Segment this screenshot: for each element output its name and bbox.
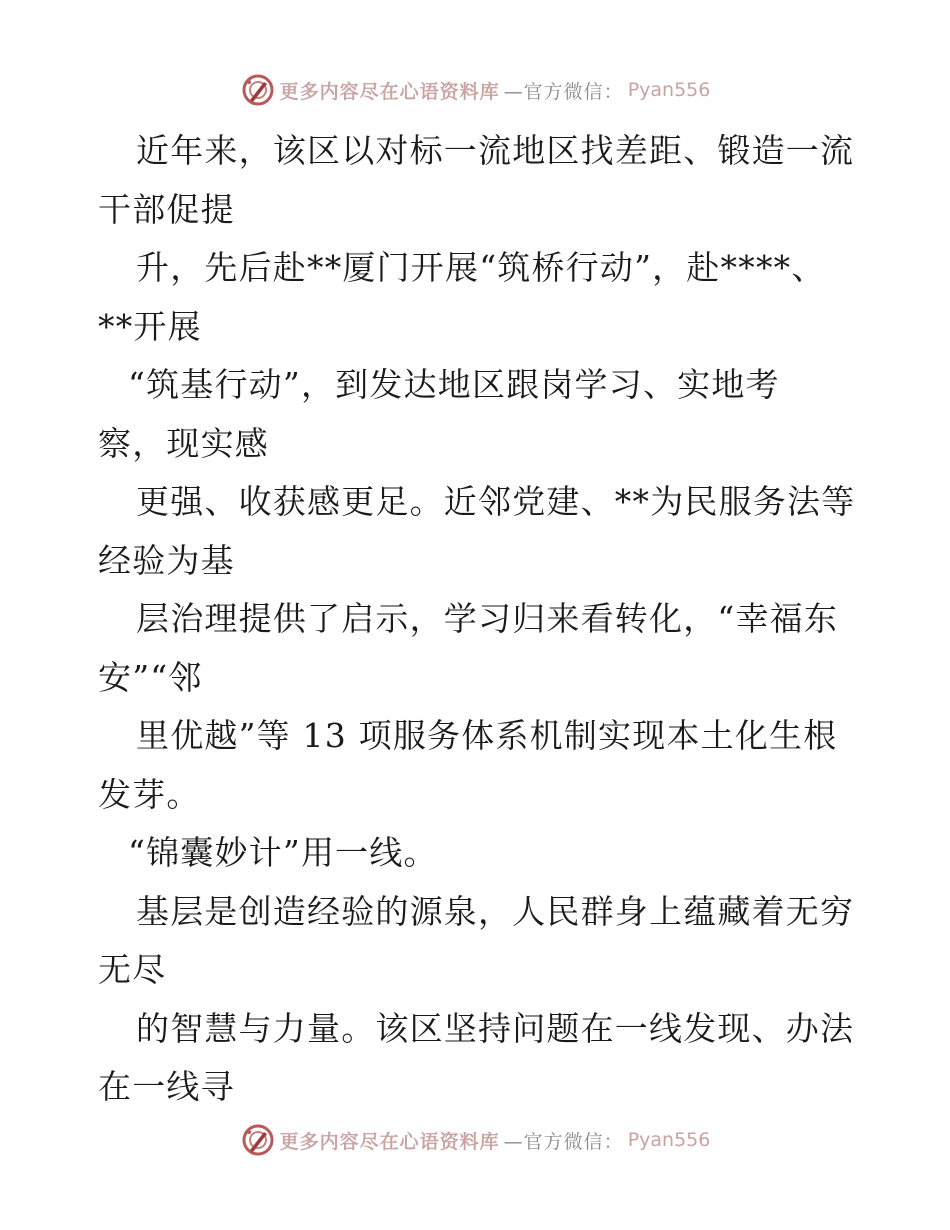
- text-line: 经验为基: [98, 540, 235, 580]
- text-line: 更强、收获感更足。近邻党建、**为民服务法等: [136, 482, 856, 521]
- watermark-sub-text: —官方微信：: [503, 80, 624, 103]
- text-line: 基层是创造经验的源泉，人民群身上蕴藏着无穷: [136, 891, 855, 931]
- text-line: 察，现实感: [98, 423, 269, 463]
- text-line: 升，先后赴**厦门开展“筑桥行动”，赴****、: [136, 248, 826, 287]
- watermark-id-text: Pyan556: [627, 1129, 711, 1151]
- watermark-id-text: Pyan556: [627, 79, 711, 101]
- watermark-main-text: 更多内容尽在心语资料库: [279, 1130, 500, 1153]
- footer-watermark: [0, 1120, 950, 1160]
- text-line: “锦囊妙计”用一线。: [128, 833, 438, 872]
- text-line: **开展: [98, 306, 202, 346]
- logo-icon: [240, 72, 276, 108]
- watermark-main-text: 更多内容尽在心语资料库: [279, 80, 500, 103]
- watermark-sub-text: —官方微信：: [503, 1130, 624, 1153]
- logo-icon: [240, 1122, 276, 1158]
- text-line: 里优越”等 13 项服务体系机制实现本土化生根: [136, 716, 838, 755]
- text-line: 安”“邻: [98, 657, 203, 697]
- text-line: 在一线寻: [98, 1067, 235, 1106]
- text-line: 层治理提供了启示，学习归来看转化，“幸福东: [136, 599, 839, 638]
- text-line: 近年来，该区以对标一流地区找差距、锻造一流: [136, 131, 855, 170]
- text-line: 干部促提: [98, 189, 235, 229]
- text-line: 无尽: [98, 950, 167, 989]
- document-body: [98, 122, 858, 1117]
- header-watermark: [0, 70, 950, 110]
- text-line: 的智慧与力量。该区坚持问题在一线发现、办法: [136, 1008, 855, 1048]
- text-line: “筑基行动”，到发达地区跟岗学习、实地考: [128, 365, 780, 404]
- text-line: 发芽。: [98, 774, 201, 814]
